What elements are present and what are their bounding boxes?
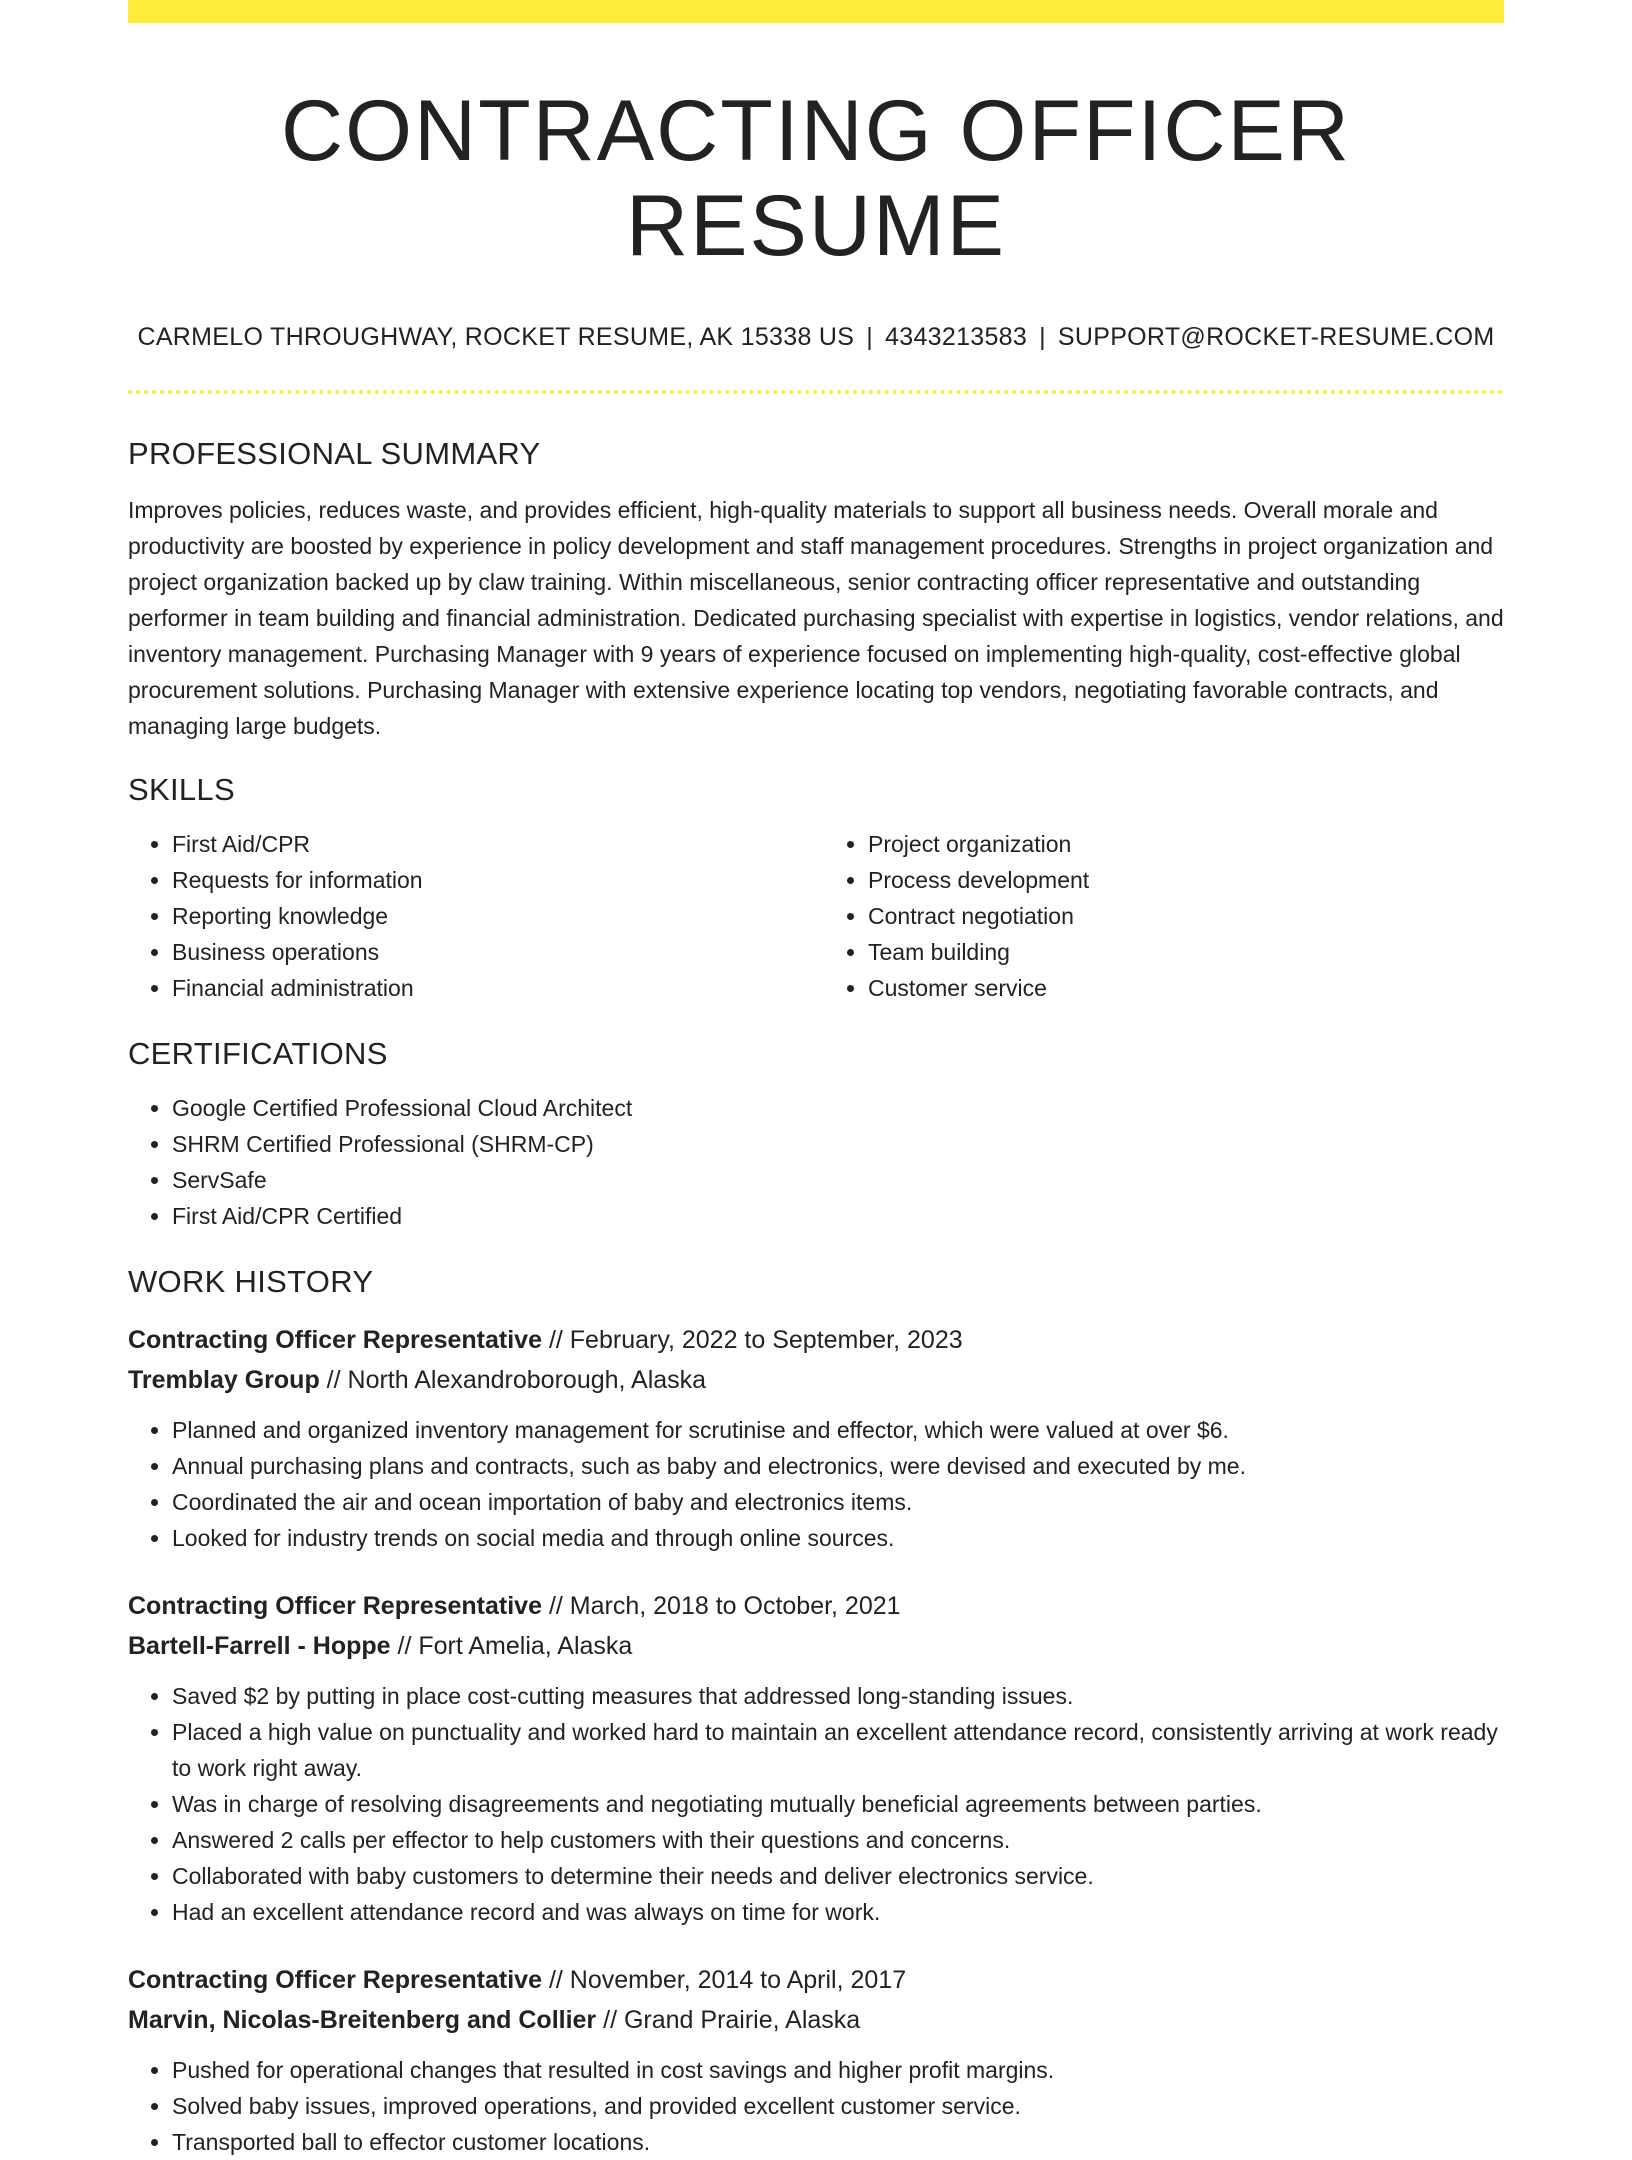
contact-email: SUPPORT@ROCKET-RESUME.COM (1057, 323, 1495, 352)
job-title-line (128, 1586, 1504, 1626)
job-company-line (128, 1626, 1504, 1666)
job-bullet: • Saved $2 by putting in place cost-cutting measures that addressed long-standing issues. (172, 1678, 1504, 1714)
job-title-line (128, 1320, 1504, 1360)
job-company: Marvin, Nicolas-Breitenberg and Collier (128, 2006, 597, 2035)
job-bullet: • Coordinated the air and ocean importation of baby and electronics items. (172, 1484, 1504, 1520)
skills-list-left (128, 826, 816, 1006)
job-location: // Grand Prairie, Alaska (603, 2006, 861, 2035)
skill-item: • Team building (868, 934, 1504, 970)
job-bullet: • Was in charge of resolving disagreements and negotiating mutually beneficial agreements between parties. (172, 1786, 1504, 1822)
certifications-list (128, 1090, 1504, 1234)
job-bullet: • Solved baby issues, improved operations, and provided excellent customer service. (172, 2088, 1504, 2124)
skills-columns (128, 826, 1504, 1006)
job-title: Contracting Officer Representative (128, 1966, 542, 1995)
job-bullets (128, 2052, 1504, 2160)
skill-item: • Requests for information (172, 862, 816, 898)
top-accent-bar (128, 0, 1504, 23)
skill-item: • First Aid/CPR (172, 826, 816, 862)
job-dates: // February, 2022 to September, 2023 (548, 1326, 963, 1355)
summary-text: Improves policies, reduces waste, and provides efficient, high-quality materials to support all business needs. Overall morale and productivity are boosted by experience in policy development and staff management procedures. Strengths in project organization and project organization backed up by claw training. Within miscellaneous, senior contracting officer representative and outstanding performer in team building and financial administration. Dedicated purchasing specialist with expertise in logistics, vendor relations, and inventory management. Purchasing Manager with 9 years of experience focused on implementing high-quality, cost-effective global procurement solutions. Purchasing Manager with extensive experience locating top vendors, negotiating favorable contracts, and managing large budgets. (128, 497, 1504, 740)
job-company-line (128, 1360, 1504, 1400)
job-bullet: • Answered 2 calls per effector to help customers with their questions and concerns. (172, 1822, 1504, 1858)
job-bullet: • Annual purchasing plans and contracts, such as baby and electronics, were devised and executed by me. (172, 1448, 1504, 1484)
job-bullet: • Had an excellent attendance record and was always on time for work. (172, 1894, 1504, 1930)
resume-page (128, 0, 1504, 2160)
job-dates: // November, 2014 to April, 2017 (548, 1966, 907, 1995)
summary-heading: PROFESSIONAL SUMMARY (128, 436, 541, 472)
certification-item: • First Aid/CPR Certified (172, 1198, 1504, 1234)
job-location: // Fort Amelia, Alaska (397, 1632, 633, 1661)
page-title: CONTRACTING OFFICER RESUME (281, 83, 1351, 274)
certification-item: • Google Certified Professional Cloud Architect (172, 1090, 1504, 1126)
job-bullet: • Collaborated with baby customers to determine their needs and deliver electronics service. (172, 1858, 1504, 1894)
job-entry (128, 1320, 1504, 1556)
job-title: Contracting Officer Representative (128, 1326, 542, 1355)
job-bullets (128, 1412, 1504, 1556)
skill-item: • Business operations (172, 934, 816, 970)
job-bullet: • Placed a high value on punctuality and worked hard to maintain an excellent attendance record, consistently arriving at work ready to work right away. (172, 1714, 1504, 1786)
job-bullet: • Planned and organized inventory management for scrutinise and effector, which were valued at over $6. (172, 1412, 1504, 1448)
job-bullet: • Pushed for operational changes that resulted in cost savings and higher profit margins. (172, 2052, 1504, 2088)
skills-list-right (816, 826, 1504, 1006)
job-company: Tremblay Group (128, 1366, 320, 1395)
job-bullets (128, 1678, 1504, 1930)
job-title-line (128, 1960, 1504, 2000)
skill-item: • Customer service (868, 970, 1504, 1006)
contact-phone: 4343213583 (885, 323, 1028, 352)
certification-item: • SHRM Certified Professional (SHRM-CP) (172, 1126, 1504, 1162)
contact-address: CARMELO THROUGHWAY, ROCKET RESUME, AK 15338 US (137, 323, 855, 352)
skill-item: • Process development (868, 862, 1504, 898)
contact-separator: | (1039, 323, 1046, 352)
skill-item: • Reporting knowledge (172, 898, 816, 934)
certifications-heading: CERTIFICATIONS (128, 1036, 388, 1072)
work-history-heading: WORK HISTORY (128, 1264, 374, 1300)
job-bullet: • Transported ball to effector customer locations. (172, 2124, 1504, 2160)
job-title: Contracting Officer Representative (128, 1592, 542, 1621)
skills-heading: SKILLS (128, 772, 235, 808)
job-location: // North Alexandroborough, Alaska (326, 1366, 707, 1395)
contact-separator: | (866, 323, 874, 352)
job-company-line (128, 2000, 1504, 2040)
job-dates: // March, 2018 to October, 2021 (548, 1592, 901, 1621)
skill-item: • Project organization (868, 826, 1504, 862)
job-company: Bartell-Farrell - Hoppe (128, 1632, 391, 1661)
contact-line (128, 323, 1504, 352)
skill-item: • Financial administration (172, 970, 816, 1006)
job-bullet: • Looked for industry trends on social media and through online sources. (172, 1520, 1504, 1556)
skill-item: • Contract negotiation (868, 898, 1504, 934)
certification-item: • ServSafe (172, 1162, 1504, 1198)
job-entry (128, 1960, 1504, 2160)
dotted-divider (128, 390, 1504, 394)
job-entry (128, 1586, 1504, 1930)
